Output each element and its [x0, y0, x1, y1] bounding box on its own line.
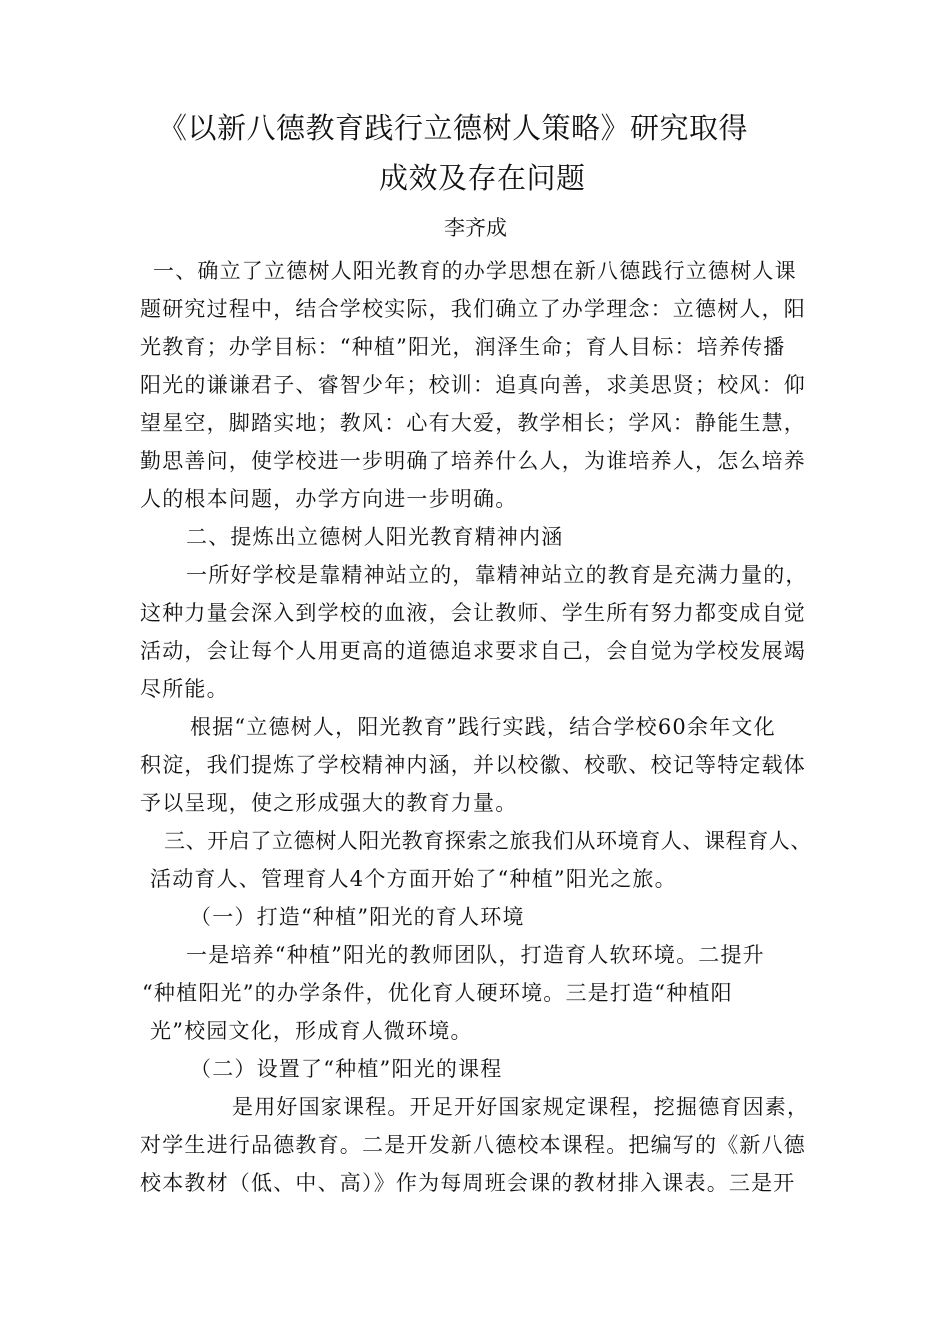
body-line: 阳光的谦谦君子、睿智少年；校训：追真向善，求美思贤；校风：仰 [140, 373, 806, 397]
subsection-heading: （二）设置了“种植”阳光的课程 [190, 1057, 503, 1081]
body-line: 一所好学校是靠精神站立的，靠精神站立的教育是充满力量的， [186, 563, 808, 587]
body-line: 校本教材（低、中、高）》作为每周班会课的教材排入课表。三是开 [140, 1171, 796, 1195]
body-line: 予以呈现，使之形成强大的教育力量。 [140, 791, 518, 815]
body-line: “种植阳光”的办学条件，优化育人硬环境。三是打造“种植阳 [142, 981, 733, 1005]
body-line: 勤思善问，使学校进一步明确了培养什么人，为谁培养人，怎么培养 [140, 449, 806, 473]
section-heading: 二、提炼出立德树人阳光教育精神内涵 [186, 525, 564, 549]
author-name: 李齐成 [444, 216, 507, 240]
subsection-heading: （一）打造“种植”阳光的育人环境 [190, 905, 525, 929]
body-line: 尽所能。 [140, 677, 229, 701]
body-line: 光教育；办学目标：“种植”阳光，润泽生命；育人目标：培养传播 [140, 335, 786, 359]
body-line: 根据“立德树人，阳光教育”践行实践，结合学校60余年文化 [190, 715, 776, 739]
document-title-line-1: 《以新八德教育践行立德树人策略》研究取得 [158, 111, 749, 145]
body-line: 题研究过程中，结合学校实际，我们确立了办学理念：立德树人，阳 [140, 297, 806, 321]
body-line: 这种力量会深入到学校的血液，会让教师、学生所有努力都变成自觉 [140, 601, 806, 625]
body-line: 望星空，脚踏实地；教风：心有大爱，教学相长；学风：静能生慧， [140, 411, 806, 435]
body-line: 积淀，我们提炼了学校精神内涵，并以校徽、校歌、校记等特定载体 [140, 753, 806, 777]
body-line: 光”校园文化，形成育人微环境。 [150, 1019, 473, 1043]
body-line: 活动育人、管理育人4个方面开始了“种植”阳光之旅。 [150, 867, 677, 891]
body-line: 一、确立了立德树人阳光教育的办学思想在新八德践行立德树人课 [153, 259, 797, 283]
body-line: 活动，会让每个人用更高的道德追求要求自己，会自觉为学校发展竭 [140, 639, 806, 663]
body-line: 一是培养“种植”阳光的教师团队，打造育人软环境。二提升 [186, 943, 765, 967]
body-line: 对学生进行品德教育。二是开发新八德校本课程。把编写的《新八德 [140, 1133, 806, 1157]
body-line: 人的根本问题，办学方向进一步明确。 [140, 487, 518, 511]
section-heading: 三、开启了立德树人阳光教育探索之旅我们从环境育人、课程育人、 [164, 829, 812, 853]
document-title-line-2: 成效及存在问题 [379, 161, 586, 195]
body-line: 是用好国家课程。开足开好国家规定课程，挖掘德育因素， [232, 1095, 810, 1119]
